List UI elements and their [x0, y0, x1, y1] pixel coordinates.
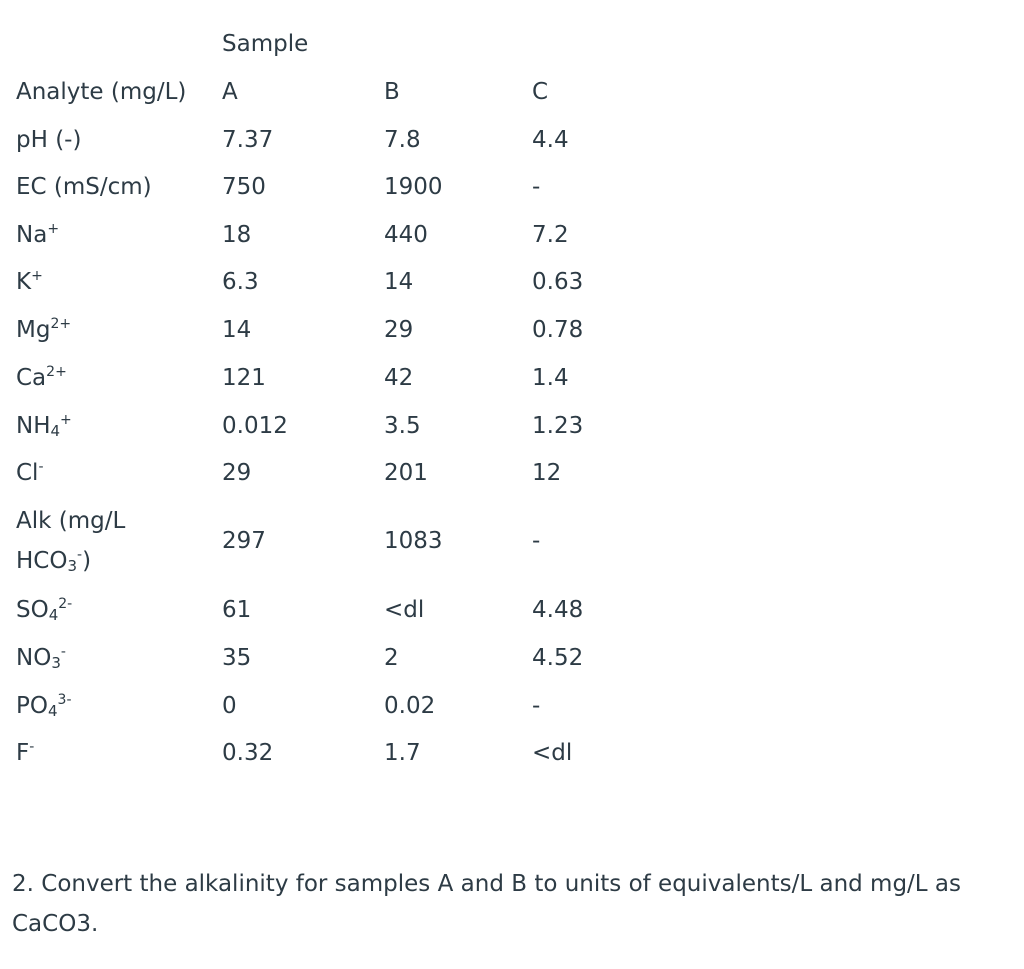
column-header-a: A: [222, 79, 238, 105]
value-alk-a: 297: [222, 528, 266, 554]
analyte-label-mg: $Mg^{2+}$: [16, 316, 72, 343]
analyte-label-no3: $NO_3^-$: [16, 644, 66, 672]
value-na-c: 7.2: [532, 222, 569, 248]
value-no3-a: 35: [222, 645, 252, 671]
analyte-label-ca: $Ca^{2+}$: [16, 364, 67, 391]
analyte-label-ec: EC (mS/cm): [16, 174, 152, 200]
value-ca-a: 121: [222, 365, 266, 391]
value-no3-c: 4.52: [532, 645, 584, 671]
value-mg-c: 0.78: [532, 317, 584, 343]
value-k-a: 6.3: [222, 269, 259, 295]
value-cl-b: 201: [384, 460, 428, 486]
value-cl-c: 12: [532, 460, 562, 486]
value-cl-a: 29: [222, 460, 252, 486]
value-ph-c: 4.4: [532, 127, 569, 153]
analyte-label-so4: $SO_4^{2-}$: [16, 596, 73, 624]
value-na-b: 440: [384, 222, 428, 248]
value-ph-a: 7.37: [222, 127, 274, 153]
value-nh4-a: 0.012: [222, 413, 288, 439]
value-f-a: 0.32: [222, 740, 274, 766]
value-ec-a: 750: [222, 174, 266, 200]
value-f-b: 1.7: [384, 740, 421, 766]
analyte-label-alk-line1: Alk (mg/L: [16, 508, 126, 534]
value-k-c: 0.63: [532, 269, 584, 295]
analyte-label-cl: Cl-: [16, 459, 44, 486]
value-no3-b: 2: [384, 645, 399, 671]
value-f-c: <dl: [532, 740, 573, 766]
value-mg-b: 29: [384, 317, 414, 343]
analyte-label-po4: $PO_4^{3-}$: [16, 692, 72, 720]
value-po4-b: 0.02: [384, 693, 436, 719]
value-nh4-c: 1.23: [532, 413, 584, 439]
column-header-c: C: [532, 79, 549, 105]
value-ec-c: -: [532, 174, 541, 200]
analyte-label-nh4: $NH_4^+$: [16, 412, 72, 440]
value-so4-c: 4.48: [532, 597, 584, 623]
analyte-header: Analyte (mg/L): [16, 79, 187, 105]
value-na-a: 18: [222, 222, 252, 248]
value-alk-c: -: [532, 528, 541, 554]
value-nh4-b: 3.5: [384, 413, 421, 439]
value-ph-b: 7.8: [384, 127, 421, 153]
value-k-b: 14: [384, 269, 414, 295]
value-mg-a: 14: [222, 317, 252, 343]
question-text: 2. Convert the alkalinity for samples A and B to units of equivalents/L and mg/L as CaCO3.: [12, 871, 962, 937]
analyte-label-alk-line2: $HCO_3^-$): [16, 547, 92, 575]
analyte-label-na: Na+: [16, 221, 60, 248]
sample-header: Sample: [222, 31, 309, 57]
value-so4-b: <dl: [384, 597, 425, 623]
value-ca-b: 42: [384, 365, 414, 391]
analyte-label-f: F-: [16, 739, 35, 766]
value-so4-a: 61: [222, 597, 252, 623]
value-po4-a: 0: [222, 693, 237, 719]
analyte-label-k: K+: [16, 268, 43, 295]
column-header-b: B: [384, 79, 400, 105]
analyte-label-ph: pH (-): [16, 127, 82, 153]
value-ec-b: 1900: [384, 174, 443, 200]
value-ca-c: 1.4: [532, 365, 569, 391]
value-po4-c: -: [532, 693, 541, 719]
value-alk-b: 1083: [384, 528, 443, 554]
